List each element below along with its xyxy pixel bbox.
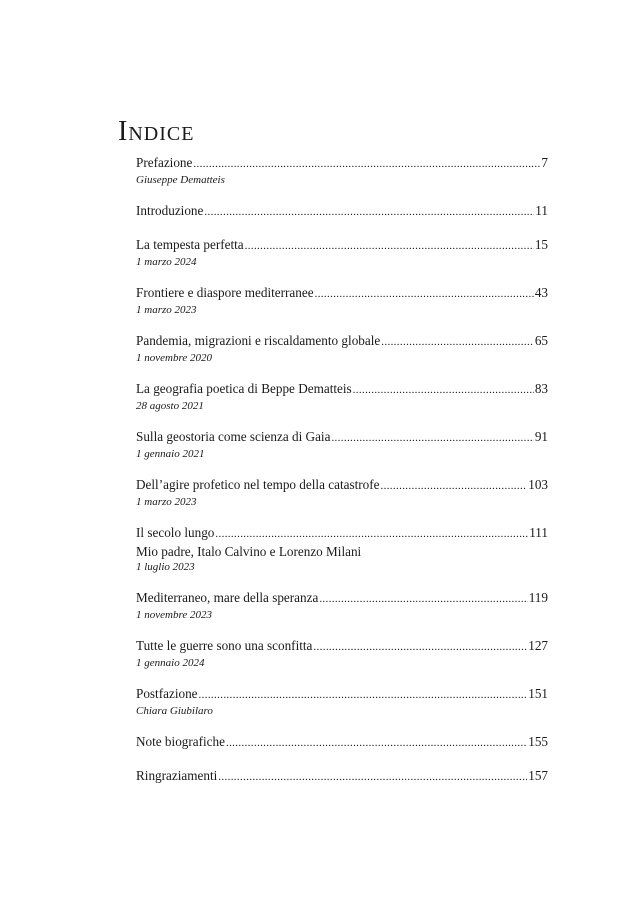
dot-leader [381,332,534,351]
dot-leader [353,380,534,399]
entry-page: 157 [528,768,548,783]
entry-page: 11 [535,203,548,218]
toc-entry [136,202,548,221]
entry-page: 65 [534,333,548,348]
toc-entry [136,767,548,786]
entry-title: Tutte le guerre sono una sconfitta [136,638,313,653]
entry-page: 43 [534,285,548,300]
toc-entry [136,284,548,317]
toc-entry [136,154,548,187]
entry-page: 151 [528,686,548,701]
entry-title: Frontiere e diaspore mediterranee [136,285,314,300]
dot-leader [245,236,534,255]
toc-entry [136,236,548,269]
entry-note: 1 marzo 2023 [136,496,197,508]
dot-leader [315,284,534,303]
entry-note: 1 gennaio 2021 [136,448,205,460]
dot-leader [226,733,527,752]
entry-note: 1 novembre 2023 [136,609,212,621]
toc-entry [136,476,548,509]
entry-title: Ringraziamenti [136,768,218,783]
toc-entry [136,524,548,574]
toc-entry [136,380,548,413]
entry-note: 1 novembre 2020 [136,352,212,364]
entry-page: 15 [534,237,548,252]
entry-note: 28 agosto 2021 [136,400,204,412]
entry-title: Dell’agire profetico nel tempo della catastrofe [136,477,380,492]
entry-note: Chiara Giubilaro [136,705,213,717]
entry-title: La tempesta perfetta [136,237,244,252]
entry-page: 155 [528,734,548,749]
entry-title: Sulla geostoria come scienza di Gaia [136,429,331,444]
dot-leader [193,154,540,173]
entry-page: 103 [528,477,548,492]
page-title: Indice [118,116,195,147]
entry-title: Introduzione [136,203,204,218]
entry-page: 119 [528,590,548,605]
entry-note: 1 marzo 2023 [136,304,197,316]
entry-title: Il secolo lungo [136,525,215,540]
entry-title: Note biografiche [136,734,225,749]
entry-title: Postfazione [136,686,198,701]
entry-page: 83 [534,381,548,396]
entry-title: Prefazione [136,155,193,170]
dot-leader [381,476,528,495]
toc-entry [136,428,548,461]
dot-leader [199,685,528,704]
entry-note: 1 luglio 2023 [136,561,195,573]
toc-entry [136,733,548,752]
entry-title: Mediterraneo, mare della speranza [136,590,319,605]
dot-leader [319,589,527,608]
entry-note: 1 gennaio 2024 [136,657,205,669]
toc-entry [136,685,548,718]
entry-subtitle: Mio padre, Italo Calvino e Lorenzo Milani [136,544,362,559]
entry-page: 7 [541,155,548,170]
entry-page: 91 [534,429,548,444]
table-of-contents [136,154,548,801]
entry-page: 111 [529,525,548,540]
entry-note: Giuseppe Dematteis [136,174,225,186]
entry-note: 1 marzo 2024 [136,256,197,268]
dot-leader [331,428,533,447]
dot-leader [313,637,527,656]
entry-page: 127 [528,638,548,653]
entry-title: La geografia poetica di Beppe Dematteis [136,381,352,396]
entry-title: Pandemia, migrazioni e riscaldamento globale [136,333,381,348]
toc-entry [136,589,548,622]
dot-leader [218,767,527,786]
dot-leader [204,202,534,221]
toc-entry [136,332,548,365]
dot-leader [215,524,528,543]
toc-entry [136,637,548,670]
